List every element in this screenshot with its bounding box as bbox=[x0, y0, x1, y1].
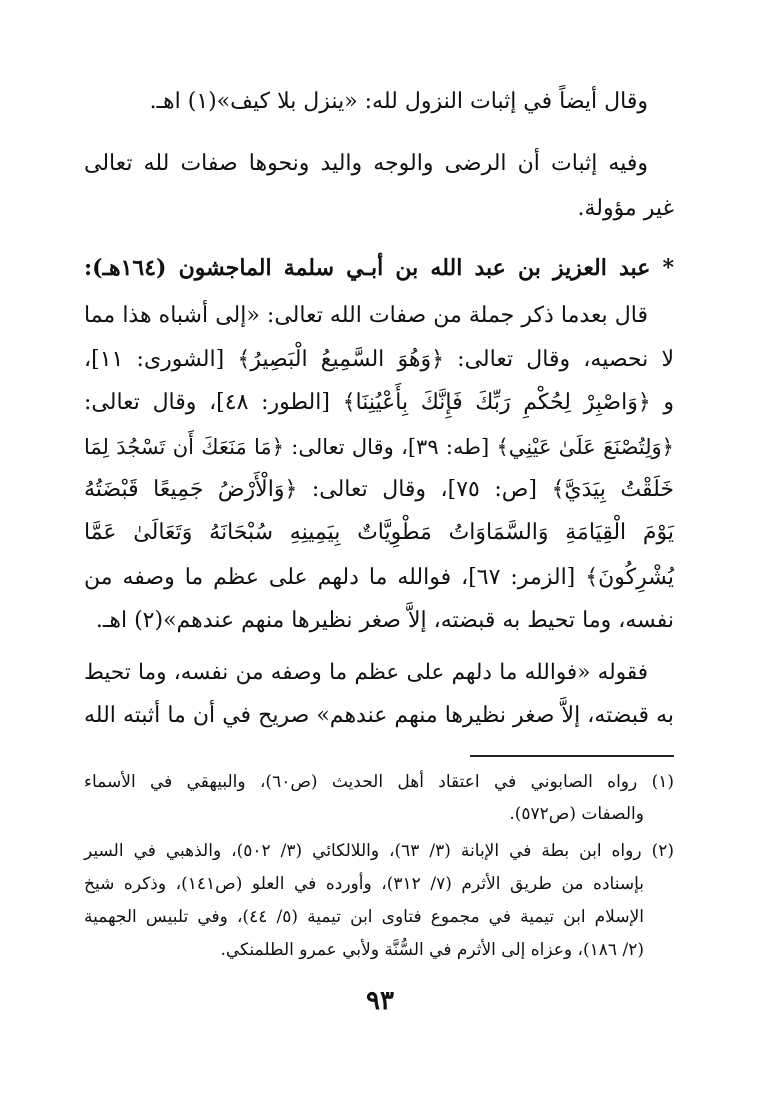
footnote-line: (١) رواه الصابوني في اعتقاد أهل الحديث (ص٦٠)، والبيهقي في الأسماء bbox=[84, 772, 674, 792]
body-line: لا نحصيه، وقال تعالى: ﴿وَهُوَ السَّمِيعُ الْبَصِيرُ﴾ [الشورى: ١١]، bbox=[84, 347, 674, 372]
footnote-line: بإسناده من طريق الأثرم (٧/ ٣١٢)، وأورده في العلو (ص١٤١)، وذكره شيخ bbox=[84, 874, 644, 894]
footnote-separator bbox=[470, 755, 674, 757]
body-line: فقوله «فوالله ما دلهم على عظم ما وصفه من نفسه، وما تحيط bbox=[84, 660, 648, 685]
body-line: و ﴿وَاصْبِرْ لِحُكْمِ رَبِّكَ فَإِنَّكَ بِأَعْيُنِنَا﴾ [الطور: ٤٨]، وقال تعالى: bbox=[84, 390, 675, 415]
body-line: غير مؤولة. bbox=[577, 196, 674, 221]
body-line: وقال أيضاً في إثبات النزول لله: «ينزل بلا كيف»(١) اهـ. bbox=[149, 89, 648, 114]
page-number: ٩٣ bbox=[366, 986, 394, 1016]
body-line: وفيه إثبات أن الرضى والوجه واليد ونحوها صفات لله تعالى bbox=[84, 151, 648, 176]
footnote-line: (٢) رواه ابن بطة في الإبانة (٣/ ٦٣)، واللالكائي (٣/ ٥٠٢)، والذهبي في السير bbox=[84, 841, 674, 861]
footnote-line: (٢/ ١٨٦)، وعزاه إلى الأثرم في السُّنَّة ولأبي عمرو الطلمنكي. bbox=[220, 940, 644, 960]
footnote-line: والصفات (ص٥٧٢). bbox=[509, 804, 644, 824]
body-line: به قبضته، إلاَّ صغر نظيرها منهم عندهم» صريح في أن ما أثبته الله bbox=[84, 703, 674, 728]
section-heading: * عبد العزيز بن عبد الله بن أبـي سلمة الماجشون (١٦٤هـ): bbox=[84, 255, 674, 281]
footnote-line: الإسلام ابن تيمية في مجموع فتاوى ابن تيمية (٥/ ٤٤)، وفي تلبيس الجهمية bbox=[84, 907, 644, 927]
body-line: نفسه، وما تحيط به قبضته، إلاَّ صغر نظيرها منهم عندهم»(٢) اهـ. bbox=[95, 608, 674, 633]
body-line: ﴿وَلِتُصْنَعَ عَلَىٰ عَيْنِي﴾ [طه: ٣٩]، وقال تعالى: ﴿مَا مَنَعَكَ أَن تَسْجُدَ لِمَا bbox=[84, 435, 674, 459]
body-line: يَوْمَ الْقِيَامَةِ وَالسَّمَاوَاتُ مَطْوِيَّاتٌ بِيَمِينِهِ سُبْحَانَهُ وَتَعَالَىٰ عَمَّا bbox=[84, 520, 674, 545]
body-line: يُشْرِكُونَ﴾ [الزمر: ٦٧]، فوالله ما دلهم على عظم ما وصفه من bbox=[84, 565, 675, 590]
body-line: خَلَقْتُ بِيَدَيَّ﴾ [ص: ٧٥]، وقال تعالى: ﴿وَالْأَرْضُ جَمِيعًا قَبْضَتُهُ bbox=[84, 477, 674, 502]
body-line: قال بعدما ذكر جملة من صفات الله تعالى: «إلى أشباه هذا مما bbox=[84, 303, 648, 328]
